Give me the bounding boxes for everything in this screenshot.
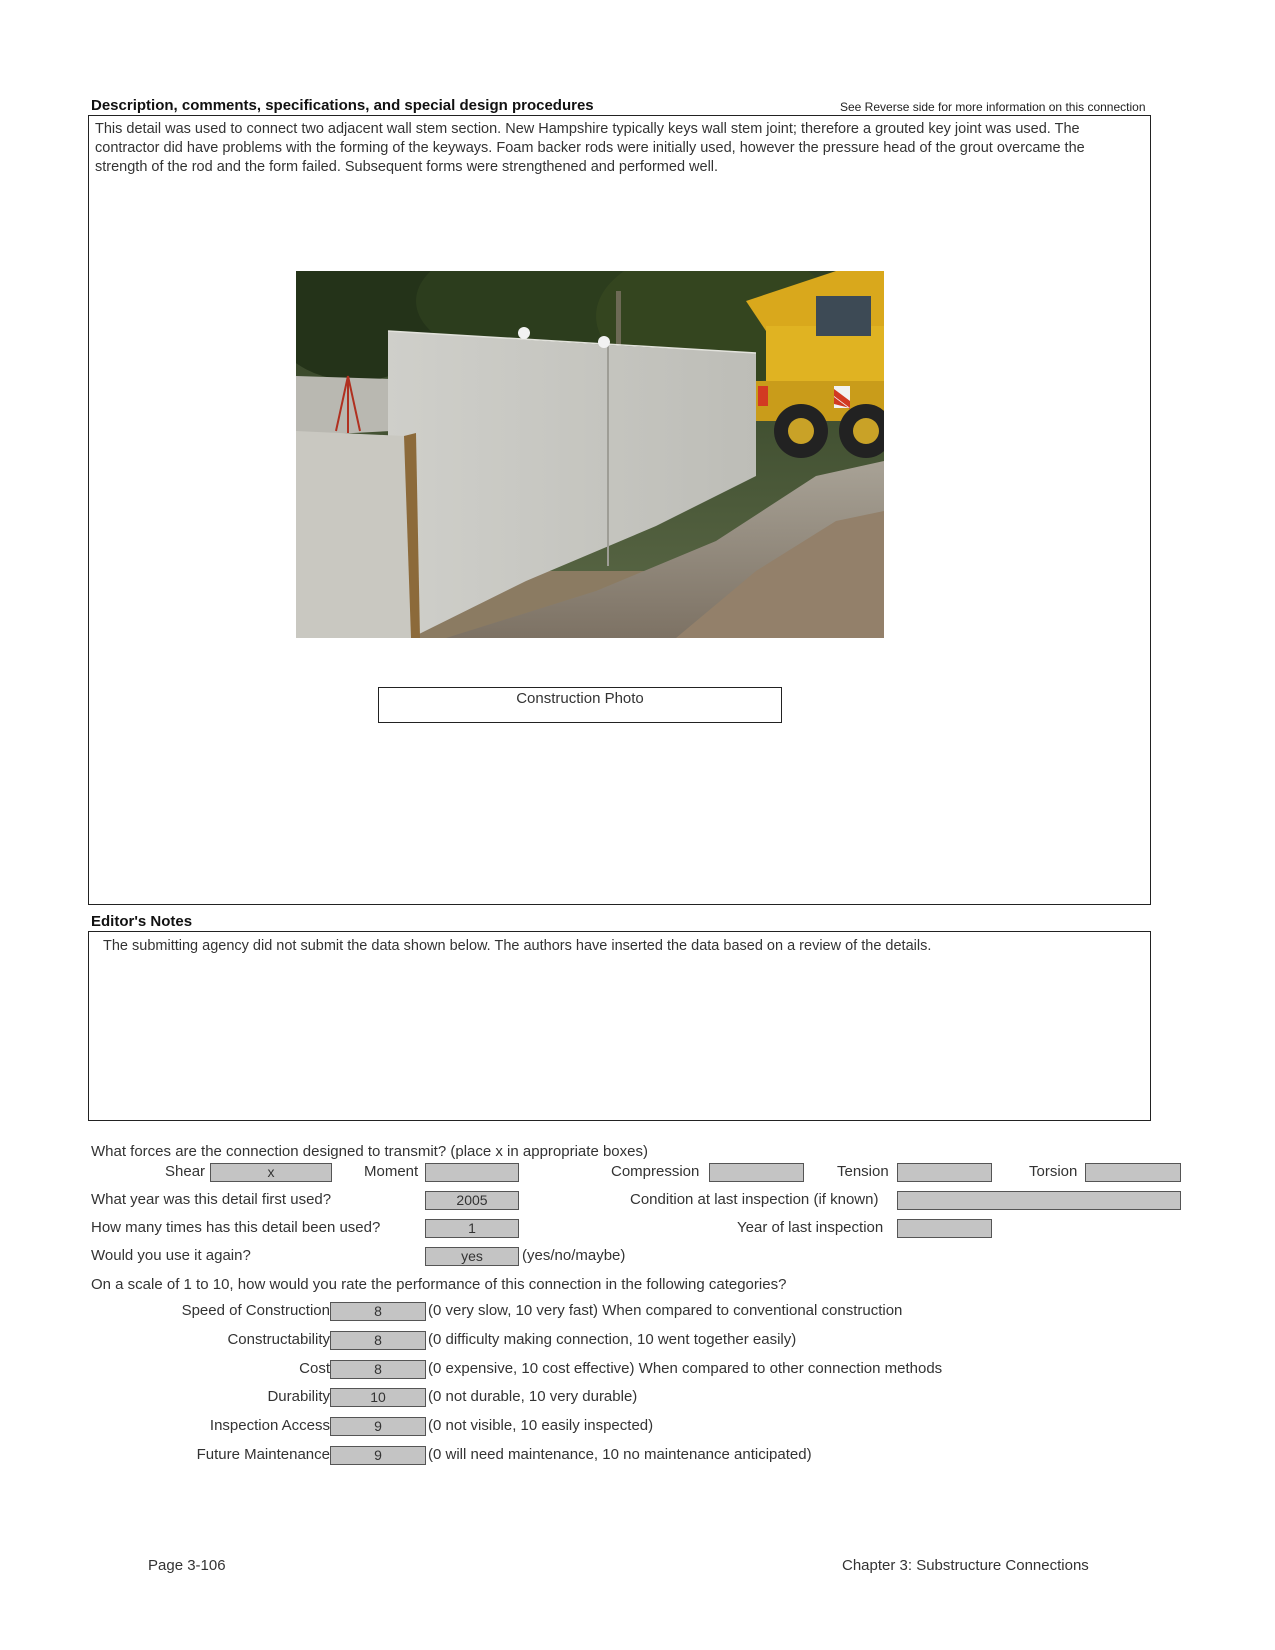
editors-notes-title: Editor's Notes [91,913,193,930]
rating-label: Cost [299,1360,330,1377]
torsion-field[interactable] [1085,1163,1181,1182]
use-again-field[interactable]: yes [425,1247,519,1266]
tension-label: Tension [837,1163,889,1180]
moment-label: Moment [364,1163,419,1180]
rating-row-constructability [0,1331,1275,1353]
rating-desc: (0 not durable, 10 very durable) [428,1388,638,1405]
rating-label: Inspection Access [209,1417,330,1434]
editors-notes-text: The submitting agency did not submit the data shown below. The authors have inserted the data based on a review of the details. [103,938,932,954]
year-first-used-field[interactable]: 2005 [425,1191,519,1210]
construction-photo-image [296,271,884,638]
forces-question: What forces are the connection designed to transmit? (place x in appropriate boxes) [91,1143,648,1160]
torsion-label: Torsion [1029,1163,1078,1180]
rating-field[interactable]: 8 [330,1360,426,1379]
rating-label: Durability [267,1388,330,1405]
description-text: This detail was used to connect two adjacent wall stem section. New Hampshire typically keys wall stem joint; therefore a grouted key joint was used. The contractor did have problems with the forming of the keyways. Foam backer rods were initially used, however the pressure head of the grout overcame the strength of the rod and the form failed. Subsequent forms were strengthened and performed well. [95,121,1085,175]
rating-label: Constructability [227,1331,330,1348]
page-number: Page 3-106 [148,1557,226,1574]
chapter-title: Chapter 3: Substructure Connections [842,1557,1089,1574]
use-again-label: Would you use it again? [91,1247,251,1264]
tension-field[interactable] [897,1163,992,1182]
rating-field[interactable]: 8 [330,1302,426,1321]
description-title: Description, comments, specifications, and special design procedures [91,97,594,114]
use-again-hint: (yes/no/maybe) [522,1247,626,1264]
condition-label: Condition at last inspection (if known) [630,1191,879,1208]
construction-photo [296,271,884,638]
rating-desc: (0 will need maintenance, 10 no maintenance anticipated) [428,1446,812,1463]
rating-label: Future Maintenance [196,1446,330,1463]
rating-field[interactable]: 8 [330,1331,426,1350]
times-used-label: How many times has this detail been used? [91,1219,381,1236]
shear-label: Shear [165,1163,206,1180]
rating-row-cost [0,1360,1275,1382]
times-used-field[interactable]: 1 [425,1219,519,1238]
description-box [88,115,1151,905]
reverse-side-note: See Reverse side for more information on this connection [840,100,1146,114]
scale-question: On a scale of 1 to 10, how would you rate the performance of this connection in the following categories? [91,1276,787,1293]
last-inspection-label: Year of last inspection [737,1219,884,1236]
last-inspection-field[interactable] [897,1219,992,1238]
rating-label: Speed of Construction [181,1302,330,1319]
shear-field[interactable]: x [210,1163,332,1182]
photo-caption-box [378,687,782,723]
year-first-used-label: What year was this detail first used? [91,1191,332,1208]
rating-row-future-maintenance [0,1446,1275,1468]
moment-field[interactable] [425,1163,519,1182]
rating-desc: (0 expensive, 10 cost effective) When compared to other connection methods [428,1360,943,1377]
rating-field[interactable]: 9 [330,1446,426,1465]
rating-desc: (0 very slow, 10 very fast) When compared to conventional construction [428,1302,903,1319]
rating-desc: (0 not visible, 10 easily inspected) [428,1417,654,1434]
photo-caption: Construction Photo [516,690,644,707]
rating-row-inspection-access [0,1417,1275,1439]
rating-field[interactable]: 10 [330,1388,426,1407]
compression-field[interactable] [709,1163,804,1182]
rating-desc: (0 difficulty making connection, 10 went together easily) [428,1331,797,1348]
rating-row-speed [0,1302,1275,1324]
rating-field[interactable]: 9 [330,1417,426,1436]
condition-field[interactable] [897,1191,1181,1210]
compression-label: Compression [611,1163,700,1180]
rating-row-durability [0,1388,1275,1410]
editors-notes-box [88,931,1151,1121]
